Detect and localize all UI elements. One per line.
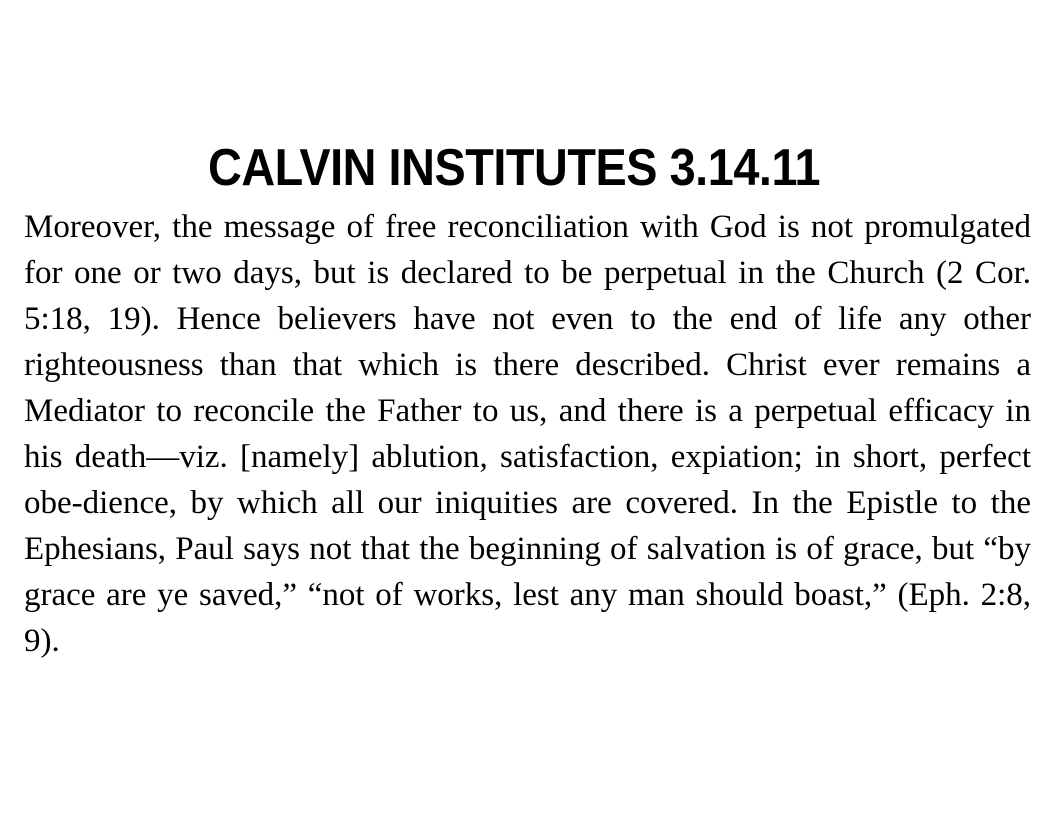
slide-title: CALVIN INSTITUTES 3.14.11 — [207, 138, 821, 197]
quote-body: Moreover, the message of free reconciliation with God is not promulgated for one or two days, but is declared to be perpetual in the Church (2 Cor. 5:18, 19). Hence believers have not even to the end of life any other righteousness than that which is there described. Christ ever remains a Mediator to reconcile the Father to us, and there is a perpetual efficacy in his death—viz. [namely] ablution, satisfaction, expiation; in short, perfect obe-dience, by which all our iniquities are covered. In the Epistle to the Ephesians, Paul says not that the beginning of salvation is of grace, but “by grace are ye saved,” “not of works, lest any man should boast,” (Eph. 2:8, 9). — [24, 209, 1031, 659]
